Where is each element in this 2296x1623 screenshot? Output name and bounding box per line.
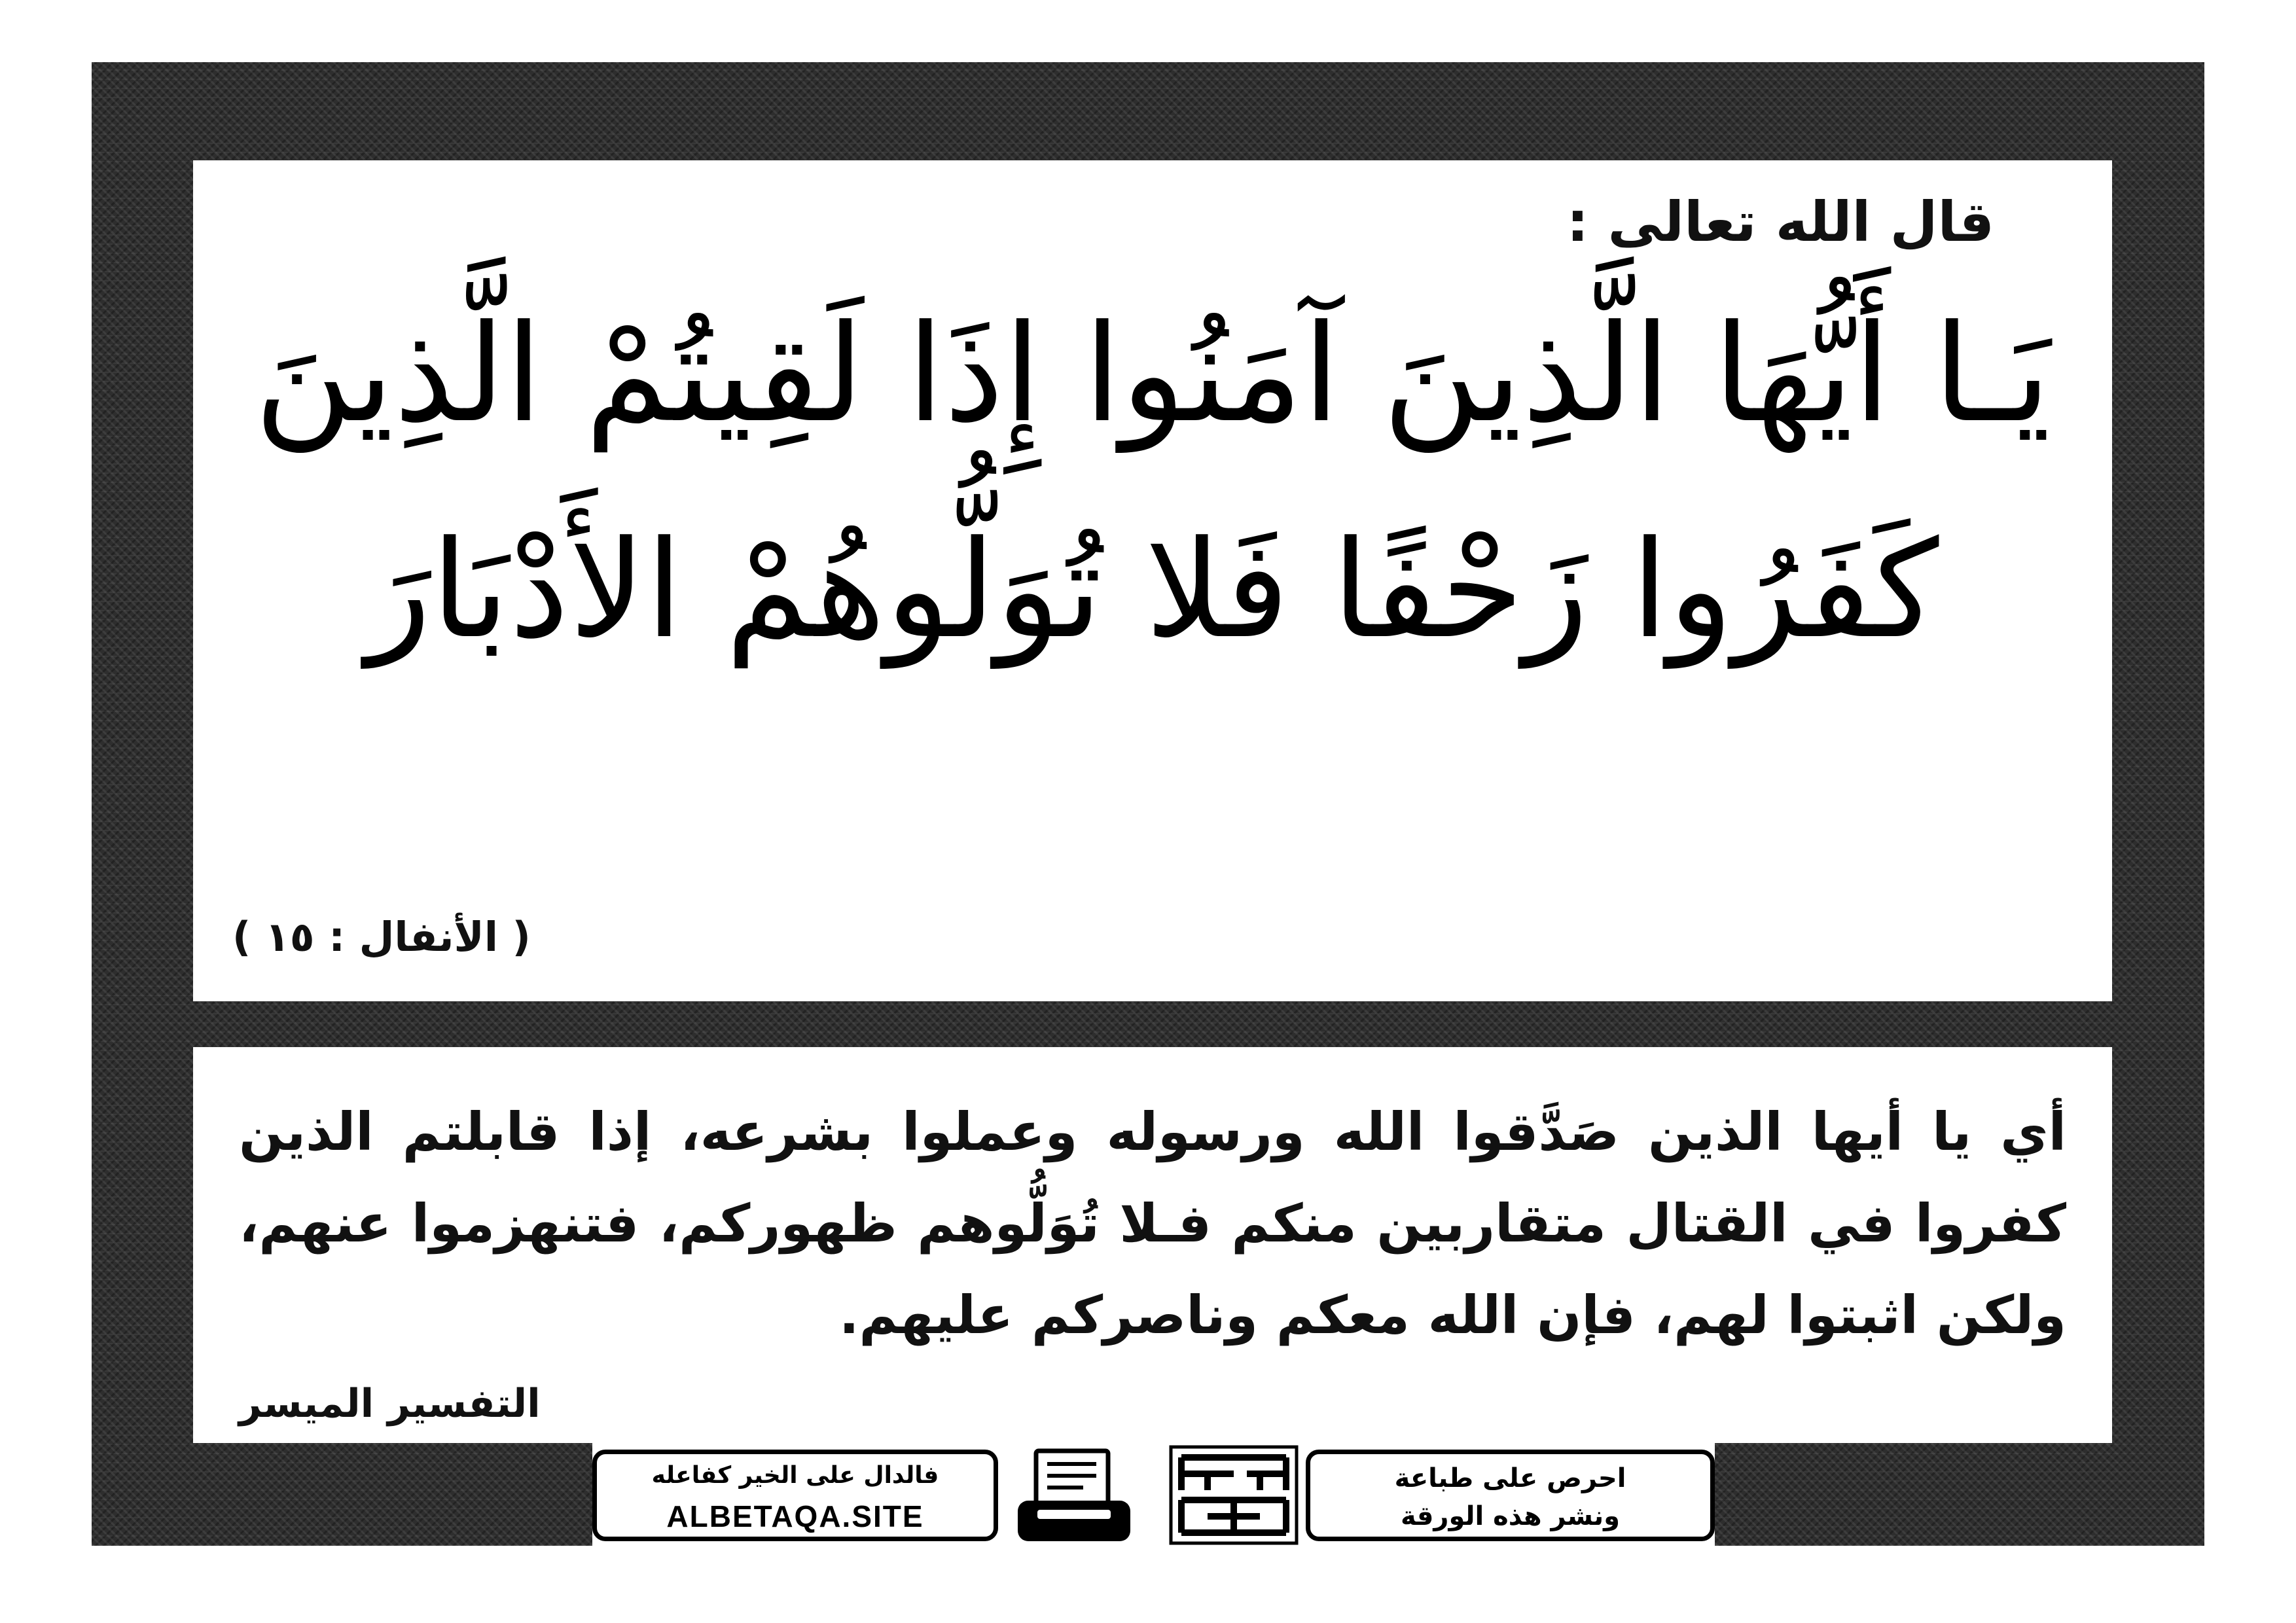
verse-intro: قال الله تعالى : bbox=[1566, 190, 1994, 254]
print-note-box bbox=[1306, 1450, 1715, 1541]
dawa-logo bbox=[1168, 1444, 1299, 1546]
tafsir-panel bbox=[193, 1047, 2112, 1443]
print-note-line-1: احرص على طباعة bbox=[1394, 1463, 1626, 1493]
verse-reference: ( الأنفال : ١٥ ) bbox=[232, 913, 531, 961]
tafsir-source: التفسير الميسر bbox=[239, 1381, 541, 1427]
printer-icon bbox=[1011, 1443, 1142, 1546]
verse-line-1: يَـا أَيُّهَا الَّذِينَ آمَنُوا إِذَا لَقِيتُمْ الَّذِينَ bbox=[254, 296, 2051, 452]
verse-line-2: كَفَرُوا زَحْفًا فَلا تُوَلُّوهُمْ الأَدْبَارَ bbox=[366, 512, 1939, 668]
tafsir-text: أي يا أيها الذين صَدَّقوا الله ورسوله وعملوا بشرعه، إذا قابلتم الذين كفروا في القتال متقاربين منكم فـلا تُوَلُّوهم ظهوركم، فتنهزموا عنهم، ولكن اثبتوا لهم، فإن الله معكم وناصركم عليهم. bbox=[239, 1101, 2066, 1346]
verse-panel bbox=[193, 160, 2112, 1001]
footer-bar bbox=[592, 1443, 1715, 1546]
print-note-line-2: ونشر هذه الورقة bbox=[1400, 1501, 1621, 1531]
website-link[interactable]: ALBETAQA.SITE bbox=[666, 1499, 924, 1533]
footer-motto: فالدال على الخير كفاعله bbox=[651, 1462, 939, 1489]
website-box bbox=[592, 1450, 998, 1541]
